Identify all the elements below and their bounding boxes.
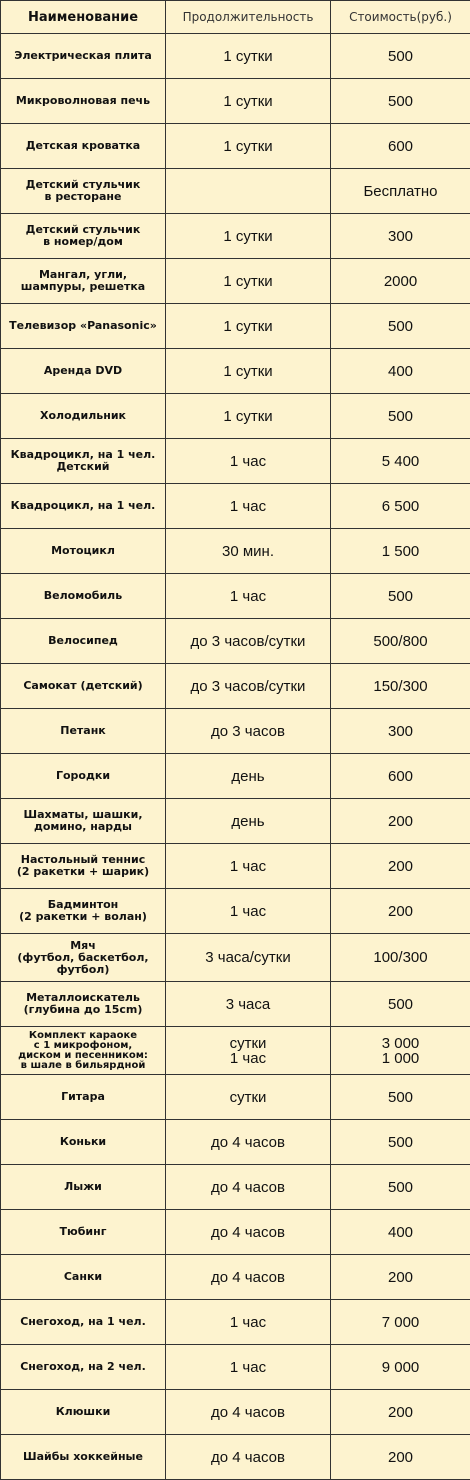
item-duration: 30 мин. <box>166 529 331 574</box>
item-duration: до 4 часов <box>166 1210 331 1255</box>
header-price: Стоимость(руб.) <box>331 1 470 34</box>
table-row <box>1 619 470 664</box>
table-row <box>1 709 470 754</box>
item-price: 200 <box>331 889 470 934</box>
item-duration: 1 час <box>166 439 331 484</box>
item-duration: 1 сутки <box>166 304 331 349</box>
item-duration: день <box>166 799 331 844</box>
table-row <box>1 439 470 484</box>
item-duration: 1 сутки <box>166 394 331 439</box>
item-duration: до 4 часов <box>166 1435 331 1480</box>
item-price: 500/800 <box>331 619 470 664</box>
item-name: Шахматы, шашки, домино, нарды <box>1 799 166 844</box>
item-price: 9 000 <box>331 1345 470 1390</box>
item-duration: 1 час <box>166 844 331 889</box>
table-row <box>1 1390 470 1435</box>
table-row <box>1 1435 470 1480</box>
header-duration: Продолжительность <box>166 1 331 34</box>
item-name: Настольный теннис (2 ракетки + шарик) <box>1 844 166 889</box>
item-duration: 3 часа <box>166 982 331 1027</box>
item-name: Снегоход, на 1 чел. <box>1 1300 166 1345</box>
item-duration: 1 сутки <box>166 124 331 169</box>
item-price: 5 400 <box>331 439 470 484</box>
item-duration: 1 час <box>166 1300 331 1345</box>
table-row <box>1 1165 470 1210</box>
table-row <box>1 1027 470 1075</box>
item-duration: до 4 часов <box>166 1165 331 1210</box>
item-price: 500 <box>331 79 470 124</box>
item-duration: 1 сутки <box>166 34 331 79</box>
table-row <box>1 844 470 889</box>
table-row <box>1 214 470 259</box>
table-row <box>1 664 470 709</box>
item-duration: до 4 часов <box>166 1390 331 1435</box>
item-price: 200 <box>331 1435 470 1480</box>
item-name: Мотоцикл <box>1 529 166 574</box>
table-row <box>1 484 470 529</box>
table-row <box>1 1345 470 1390</box>
item-name: Детский стульчик в номер/дом <box>1 214 166 259</box>
item-name: Комплект караоке с 1 микрофоном, диском и песенником: в шале в бильярдной <box>1 1027 166 1075</box>
item-price: 600 <box>331 124 470 169</box>
item-duration: 1 сутки <box>166 259 331 304</box>
item-price: 500 <box>331 304 470 349</box>
item-price: 500 <box>331 394 470 439</box>
table-row <box>1 124 470 169</box>
item-duration: 1 час <box>166 484 331 529</box>
item-duration: день <box>166 754 331 799</box>
table-row <box>1 259 470 304</box>
item-price: 400 <box>331 349 470 394</box>
item-price: 600 <box>331 754 470 799</box>
item-name: Детская кроватка <box>1 124 166 169</box>
table-row <box>1 1210 470 1255</box>
table-row <box>1 934 470 982</box>
item-name: Электрическая плита <box>1 34 166 79</box>
item-price: 500 <box>331 1075 470 1120</box>
item-name: Велосипед <box>1 619 166 664</box>
table-row <box>1 169 470 214</box>
item-name: Городки <box>1 754 166 799</box>
item-name: Мяч (футбол, баскетбол, футбол) <box>1 934 166 982</box>
item-price: 150/300 <box>331 664 470 709</box>
item-price: 500 <box>331 1165 470 1210</box>
item-name: Тюбинг <box>1 1210 166 1255</box>
item-name: Лыжи <box>1 1165 166 1210</box>
item-name: Детский стульчик в ресторане <box>1 169 166 214</box>
table-row <box>1 394 470 439</box>
item-name: Санки <box>1 1255 166 1300</box>
item-duration: до 3 часов/сутки <box>166 664 331 709</box>
table-row <box>1 889 470 934</box>
item-price: 300 <box>331 709 470 754</box>
item-price: 500 <box>331 34 470 79</box>
item-duration: сутки 1 час <box>166 1027 331 1075</box>
item-name: Снегоход, на 2 чел. <box>1 1345 166 1390</box>
item-duration <box>166 169 331 214</box>
table-row <box>1 1120 470 1165</box>
item-price: 500 <box>331 982 470 1027</box>
table-row <box>1 79 470 124</box>
table-row <box>1 799 470 844</box>
table-row <box>1 1300 470 1345</box>
item-duration: 1 час <box>166 889 331 934</box>
item-name: Микроволновая печь <box>1 79 166 124</box>
item-price: 3 000 1 000 <box>331 1027 470 1075</box>
item-name: Квадроцикл, на 1 чел. Детский <box>1 439 166 484</box>
table-row <box>1 574 470 619</box>
item-price: 500 <box>331 1120 470 1165</box>
table-row <box>1 982 470 1027</box>
item-duration: 1 час <box>166 1345 331 1390</box>
table-row <box>1 1075 470 1120</box>
item-duration: 1 сутки <box>166 349 331 394</box>
item-price: 500 <box>331 574 470 619</box>
item-price: 1 500 <box>331 529 470 574</box>
table-row <box>1 1255 470 1300</box>
item-price: 7 000 <box>331 1300 470 1345</box>
item-duration: 3 часа/сутки <box>166 934 331 982</box>
item-price: 400 <box>331 1210 470 1255</box>
item-price: 200 <box>331 1255 470 1300</box>
item-name: Аренда DVD <box>1 349 166 394</box>
item-price: 200 <box>331 1390 470 1435</box>
header-row <box>1 1 470 34</box>
item-price: 2000 <box>331 259 470 304</box>
item-duration: сутки <box>166 1075 331 1120</box>
item-name: Клюшки <box>1 1390 166 1435</box>
table-row <box>1 34 470 79</box>
item-duration: 1 сутки <box>166 214 331 259</box>
item-price: 200 <box>331 844 470 889</box>
item-duration: до 3 часов/сутки <box>166 619 331 664</box>
item-name: Самокат (детский) <box>1 664 166 709</box>
item-name: Коньки <box>1 1120 166 1165</box>
item-price: Бесплатно <box>331 169 470 214</box>
item-name: Петанк <box>1 709 166 754</box>
item-name: Телевизор «Panasonic» <box>1 304 166 349</box>
item-name: Шайбы хоккейные <box>1 1435 166 1480</box>
item-duration: до 4 часов <box>166 1120 331 1165</box>
item-duration: 1 час <box>166 574 331 619</box>
item-duration: до 4 часов <box>166 1255 331 1300</box>
header-name: Наименование <box>1 1 166 34</box>
item-duration: до 3 часов <box>166 709 331 754</box>
item-price: 200 <box>331 799 470 844</box>
item-price: 6 500 <box>331 484 470 529</box>
item-duration: 1 сутки <box>166 79 331 124</box>
table-body <box>1 34 470 1480</box>
item-name: Квадроцикл, на 1 чел. <box>1 484 166 529</box>
item-name: Холодильник <box>1 394 166 439</box>
item-name: Бадминтон (2 ракетки + волан) <box>1 889 166 934</box>
table-row <box>1 754 470 799</box>
item-price: 300 <box>331 214 470 259</box>
table-row <box>1 349 470 394</box>
item-name: Веломобиль <box>1 574 166 619</box>
table-row <box>1 304 470 349</box>
table-row <box>1 529 470 574</box>
item-name: Мангал, угли, шампуры, решетка <box>1 259 166 304</box>
item-name: Гитара <box>1 1075 166 1120</box>
item-price: 100/300 <box>331 934 470 982</box>
item-name: Металлоискатель (глубина до 15cm) <box>1 982 166 1027</box>
